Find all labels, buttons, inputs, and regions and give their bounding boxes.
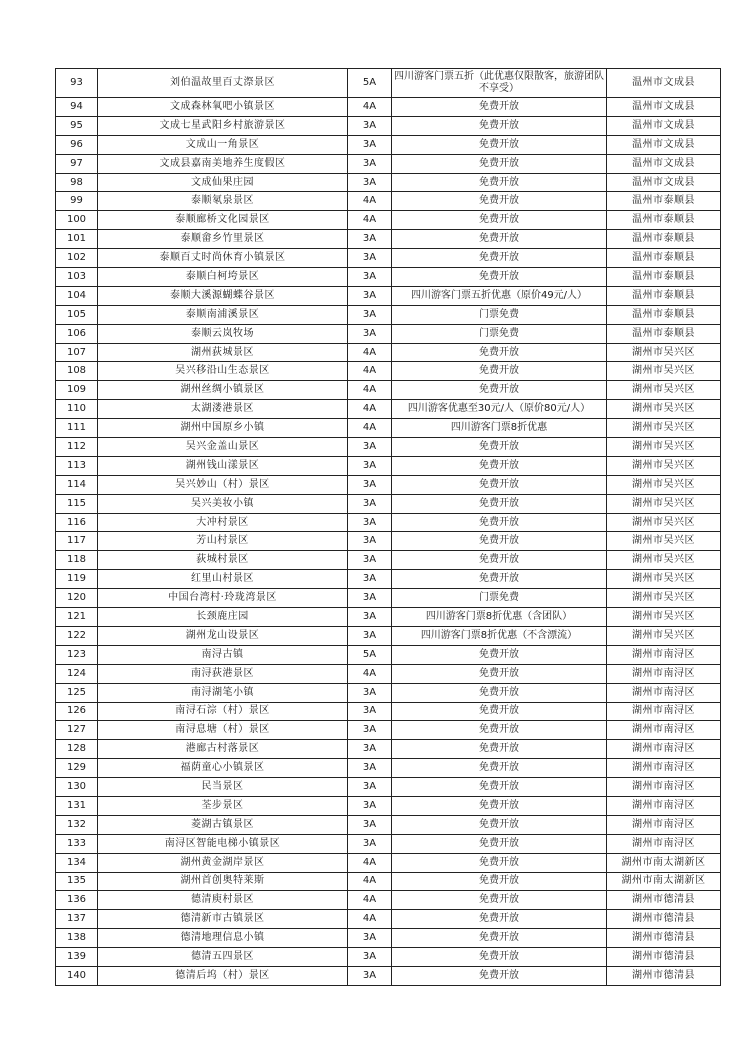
table-row: [56, 400, 721, 419]
scenic-area-level: 3A: [348, 456, 392, 475]
scenic-area-level: 3A: [348, 551, 392, 570]
scenic-area-level: 3A: [348, 305, 392, 324]
row-number: 94: [56, 98, 98, 117]
offer-policy: 免费开放: [392, 494, 607, 513]
offer-policy: 免费开放: [392, 948, 607, 967]
scenic-area-name: 泰顺云岚牧场: [98, 324, 348, 343]
table-row: [56, 532, 721, 551]
row-number: 136: [56, 891, 98, 910]
scenic-area-table: [55, 68, 721, 986]
offer-policy: 门票免费: [392, 589, 607, 608]
scenic-area-level: 3A: [348, 475, 392, 494]
region: 湖州市吴兴区: [607, 419, 721, 438]
region: 湖州市吴兴区: [607, 438, 721, 457]
scenic-area-level: 3A: [348, 494, 392, 513]
region: 温州市泰顺县: [607, 211, 721, 230]
scenic-area-level: 4A: [348, 211, 392, 230]
table-row: [56, 740, 721, 759]
scenic-area-level: 3A: [348, 173, 392, 192]
scenic-area-name: 吴兴美妆小镇: [98, 494, 348, 513]
offer-policy: 免费开放: [392, 834, 607, 853]
row-number: 125: [56, 683, 98, 702]
scenic-area-name: 湖州荻城景区: [98, 343, 348, 362]
scenic-area-level: 3A: [348, 815, 392, 834]
scenic-area-level: 3A: [348, 135, 392, 154]
region: 温州市文成县: [607, 98, 721, 117]
scenic-area-name: 红里山村景区: [98, 570, 348, 589]
scenic-area-level: 3A: [348, 759, 392, 778]
offer-policy: 免费开放: [392, 116, 607, 135]
offer-policy: 免费开放: [392, 778, 607, 797]
table-row: [56, 154, 721, 173]
row-number: 111: [56, 419, 98, 438]
scenic-area-level: 3A: [348, 230, 392, 249]
scenic-area-name: 菱湖古镇景区: [98, 815, 348, 834]
table-row: [56, 872, 721, 891]
row-number: 114: [56, 475, 98, 494]
region: 湖州市吴兴区: [607, 513, 721, 532]
offer-policy: 四川游客门票8折优惠（含团队）: [392, 608, 607, 627]
scenic-area-level: 3A: [348, 570, 392, 589]
scenic-area-name: 吴兴移沿山生态景区: [98, 362, 348, 381]
row-number: 102: [56, 249, 98, 268]
row-number: 95: [56, 116, 98, 135]
scenic-area-name: 湖州首创奥特莱斯: [98, 872, 348, 891]
region: 湖州市吴兴区: [607, 343, 721, 362]
scenic-area-level: 3A: [348, 116, 392, 135]
scenic-area-name: 泰顺南浦溪景区: [98, 305, 348, 324]
row-number: 97: [56, 154, 98, 173]
scenic-area-level: 3A: [348, 513, 392, 532]
offer-policy: 门票免费: [392, 324, 607, 343]
scenic-area-level: 4A: [348, 853, 392, 872]
row-number: 130: [56, 778, 98, 797]
row-number: 99: [56, 192, 98, 211]
offer-policy: 免费开放: [392, 173, 607, 192]
offer-policy: 免费开放: [392, 475, 607, 494]
scenic-area-level: 4A: [348, 381, 392, 400]
region: 温州市泰顺县: [607, 192, 721, 211]
scenic-area-level: 4A: [348, 419, 392, 438]
region: 湖州市南浔区: [607, 702, 721, 721]
table-row: [56, 116, 721, 135]
offer-policy: 免费开放: [392, 683, 607, 702]
table-row: [56, 910, 721, 929]
offer-policy: 免费开放: [392, 966, 607, 985]
scenic-area-level: 3A: [348, 929, 392, 948]
region: 湖州市吴兴区: [607, 570, 721, 589]
table-row: [56, 286, 721, 305]
row-number: 118: [56, 551, 98, 570]
scenic-area-level: 4A: [348, 872, 392, 891]
scenic-area-name: 文成山一角景区: [98, 135, 348, 154]
row-number: 112: [56, 438, 98, 457]
scenic-area-name: 德清五四景区: [98, 948, 348, 967]
scenic-area-level: 4A: [348, 192, 392, 211]
table-row: [56, 513, 721, 532]
row-number: 132: [56, 815, 98, 834]
table-row: [56, 249, 721, 268]
offer-policy: 四川游客门票8折优惠: [392, 419, 607, 438]
row-number: 108: [56, 362, 98, 381]
offer-policy: 免费开放: [392, 532, 607, 551]
table-row: [56, 419, 721, 438]
scenic-area-level: 3A: [348, 438, 392, 457]
offer-policy: 免费开放: [392, 551, 607, 570]
scenic-area-level: 4A: [348, 664, 392, 683]
scenic-area-level: 3A: [348, 966, 392, 985]
region: 温州市文成县: [607, 135, 721, 154]
scenic-area-level: 3A: [348, 796, 392, 815]
scenic-area-name: 荻城村景区: [98, 551, 348, 570]
offer-policy: 四川游客门票8折优惠（不含漂流）: [392, 626, 607, 645]
scenic-area-level: 3A: [348, 608, 392, 627]
row-number: 133: [56, 834, 98, 853]
row-number: 110: [56, 400, 98, 419]
row-number: 113: [56, 456, 98, 475]
region: 湖州市南浔区: [607, 834, 721, 853]
row-number: 131: [56, 796, 98, 815]
row-number: 121: [56, 608, 98, 627]
offer-policy: 免费开放: [392, 249, 607, 268]
scenic-area-name: 泰顺白柯垮景区: [98, 268, 348, 287]
offer-policy: 免费开放: [392, 929, 607, 948]
region: 湖州市吴兴区: [607, 381, 721, 400]
row-number: 93: [56, 69, 98, 98]
offer-policy: 免费开放: [392, 872, 607, 891]
region: 湖州市吴兴区: [607, 532, 721, 551]
table-row: [56, 891, 721, 910]
scenic-area-name: 刘伯温故里百丈漈景区: [98, 69, 348, 98]
offer-policy: 免费开放: [392, 456, 607, 475]
row-number: 135: [56, 872, 98, 891]
table-row: [56, 173, 721, 192]
scenic-area-level: 3A: [348, 626, 392, 645]
scenic-area-level: 4A: [348, 98, 392, 117]
region: 湖州市南浔区: [607, 815, 721, 834]
table-row: [56, 343, 721, 362]
region: 湖州市德清县: [607, 948, 721, 967]
scenic-area-name: 泰顺氡泉景区: [98, 192, 348, 211]
table-row: [56, 98, 721, 117]
table-row: [56, 759, 721, 778]
row-number: 126: [56, 702, 98, 721]
offer-policy: 免费开放: [392, 211, 607, 230]
scenic-area-name: 文成仙果庄园: [98, 173, 348, 192]
offer-policy: 免费开放: [392, 702, 607, 721]
scenic-area-level: 3A: [348, 702, 392, 721]
scenic-area-level: 3A: [348, 324, 392, 343]
region: 湖州市吴兴区: [607, 456, 721, 475]
row-number: 117: [56, 532, 98, 551]
row-number: 122: [56, 626, 98, 645]
table-row: [56, 551, 721, 570]
scenic-area-level: 3A: [348, 154, 392, 173]
scenic-area-name: 吴兴金盖山景区: [98, 438, 348, 457]
scenic-area-name: 文成县嘉南美地养生度假区: [98, 154, 348, 173]
scenic-area-name: 德清地理信息小镇: [98, 929, 348, 948]
scenic-area-name: 民当景区: [98, 778, 348, 797]
row-number: 120: [56, 589, 98, 608]
scenic-area-name: 太湖溇港景区: [98, 400, 348, 419]
offer-policy: 免费开放: [392, 891, 607, 910]
row-number: 128: [56, 740, 98, 759]
table-row: [56, 796, 721, 815]
scenic-area-level: 4A: [348, 362, 392, 381]
region: 湖州市吴兴区: [607, 362, 721, 381]
row-number: 127: [56, 721, 98, 740]
offer-policy: 免费开放: [392, 570, 607, 589]
scenic-area-level: 3A: [348, 683, 392, 702]
scenic-area-name: 南浔石淙（村）景区: [98, 702, 348, 721]
offer-policy: 免费开放: [392, 438, 607, 457]
region: 湖州市吴兴区: [607, 589, 721, 608]
row-number: 96: [56, 135, 98, 154]
offer-policy: 四川游客优惠至30元/人（原价80元/人）: [392, 400, 607, 419]
row-number: 119: [56, 570, 98, 589]
table-row: [56, 305, 721, 324]
scenic-area-name: 吴兴妙山（村）景区: [98, 475, 348, 494]
region: 温州市文成县: [607, 173, 721, 192]
scenic-area-level: 4A: [348, 891, 392, 910]
table-row: [56, 948, 721, 967]
row-number: 115: [56, 494, 98, 513]
table-row: [56, 324, 721, 343]
scenic-area-level: 3A: [348, 286, 392, 305]
region: 湖州市德清县: [607, 966, 721, 985]
offer-policy: 免费开放: [392, 513, 607, 532]
scenic-area-level: 4A: [348, 910, 392, 929]
region: 湖州市南浔区: [607, 740, 721, 759]
region: 温州市文成县: [607, 116, 721, 135]
row-number: 134: [56, 853, 98, 872]
scenic-area-level: 3A: [348, 589, 392, 608]
row-number: 129: [56, 759, 98, 778]
row-number: 123: [56, 645, 98, 664]
table-row: [56, 475, 721, 494]
offer-policy: 免费开放: [392, 759, 607, 778]
table-row: [56, 966, 721, 985]
table-row: [56, 778, 721, 797]
scenic-area-name: 中国台湾村·玲珑湾景区: [98, 589, 348, 608]
scenic-area-name: 泰顺廊桥文化园景区: [98, 211, 348, 230]
row-number: 109: [56, 381, 98, 400]
table-row: [56, 683, 721, 702]
region: 湖州市南浔区: [607, 759, 721, 778]
row-number: 124: [56, 664, 98, 683]
table-row: [56, 456, 721, 475]
table-row: [56, 192, 721, 211]
region: 湖州市吴兴区: [607, 400, 721, 419]
row-number: 103: [56, 268, 98, 287]
offer-policy: 免费开放: [392, 664, 607, 683]
table-row: [56, 608, 721, 627]
offer-policy: 免费开放: [392, 910, 607, 929]
scenic-area-name: 荃步景区: [98, 796, 348, 815]
region: 湖州市吴兴区: [607, 475, 721, 494]
region: 湖州市南浔区: [607, 796, 721, 815]
scenic-area-name: 长颈鹿庄园: [98, 608, 348, 627]
region: 湖州市南浔区: [607, 664, 721, 683]
scenic-area-name: 德清庾村景区: [98, 891, 348, 910]
row-number: 105: [56, 305, 98, 324]
region: 湖州市吴兴区: [607, 608, 721, 627]
scenic-area-name: 泰顺大溪源蝴蝶谷景区: [98, 286, 348, 305]
offer-policy: 免费开放: [392, 343, 607, 362]
scenic-area-level: 3A: [348, 948, 392, 967]
offer-policy: 免费开放: [392, 135, 607, 154]
table-row: [56, 570, 721, 589]
region: 温州市泰顺县: [607, 305, 721, 324]
scenic-area-name: 南浔湖笔小镇: [98, 683, 348, 702]
region: 湖州市南浔区: [607, 778, 721, 797]
table-row: [56, 853, 721, 872]
region: 湖州市吴兴区: [607, 494, 721, 513]
scenic-area-name: 泰顺畲乡竹里景区: [98, 230, 348, 249]
offer-policy: 四川游客门票五折（此优惠仅限散客，旅游团队不享受）: [392, 69, 607, 98]
scenic-area-name: 德清后坞（村）景区: [98, 966, 348, 985]
scenic-area-level: 5A: [348, 645, 392, 664]
row-number: 138: [56, 929, 98, 948]
row-number: 116: [56, 513, 98, 532]
offer-policy: 免费开放: [392, 381, 607, 400]
region: 湖州市德清县: [607, 910, 721, 929]
region: 温州市泰顺县: [607, 230, 721, 249]
table-row: [56, 268, 721, 287]
row-number: 137: [56, 910, 98, 929]
scenic-area-level: 3A: [348, 834, 392, 853]
region: 湖州市南浔区: [607, 645, 721, 664]
region: 湖州市南浔区: [607, 721, 721, 740]
scenic-area-level: 3A: [348, 268, 392, 287]
scenic-area-name: 南浔区智能电梯小镇景区: [98, 834, 348, 853]
scenic-area-name: 福荫童心小镇景区: [98, 759, 348, 778]
scenic-area-level: 3A: [348, 778, 392, 797]
table-row: [56, 589, 721, 608]
scenic-area-name: 芳山村景区: [98, 532, 348, 551]
table-row: [56, 211, 721, 230]
scenic-area-name: 湖州龙山设景区: [98, 626, 348, 645]
offer-policy: 免费开放: [392, 362, 607, 381]
table-row: [56, 626, 721, 645]
offer-policy: 免费开放: [392, 815, 607, 834]
scenic-area-name: 湖州钱山漾景区: [98, 456, 348, 475]
table-row: [56, 645, 721, 664]
row-number: 139: [56, 948, 98, 967]
region: 湖州市吴兴区: [607, 626, 721, 645]
offer-policy: 免费开放: [392, 192, 607, 211]
row-number: 106: [56, 324, 98, 343]
table-row: [56, 230, 721, 249]
row-number: 100: [56, 211, 98, 230]
table-row: [56, 834, 721, 853]
row-number: 101: [56, 230, 98, 249]
table-row: [56, 494, 721, 513]
region: 温州市泰顺县: [607, 249, 721, 268]
offer-policy: 免费开放: [392, 154, 607, 173]
table-row: [56, 381, 721, 400]
table-row: [56, 664, 721, 683]
region: 温州市泰顺县: [607, 286, 721, 305]
table-row: [56, 362, 721, 381]
scenic-area-name: 港廊古村落景区: [98, 740, 348, 759]
scenic-area-name: 南浔古镇: [98, 645, 348, 664]
scenic-area-level: 3A: [348, 740, 392, 759]
scenic-area-name: 南浔息塘（村）景区: [98, 721, 348, 740]
offer-policy: 门票免费: [392, 305, 607, 324]
scenic-area-level: 4A: [348, 400, 392, 419]
offer-policy: 免费开放: [392, 98, 607, 117]
region: 温州市泰顺县: [607, 324, 721, 343]
offer-policy: 免费开放: [392, 230, 607, 249]
offer-policy: 免费开放: [392, 721, 607, 740]
scenic-area-level: 3A: [348, 249, 392, 268]
scenic-area-level: 4A: [348, 343, 392, 362]
scenic-area-name: 泰顺百丈时尚休育小镇景区: [98, 249, 348, 268]
offer-policy: 免费开放: [392, 268, 607, 287]
table-row: [56, 438, 721, 457]
table-row: [56, 929, 721, 948]
region: 温州市文成县: [607, 69, 721, 98]
scenic-area-name: 德清新市古镇景区: [98, 910, 348, 929]
row-number: 98: [56, 173, 98, 192]
offer-policy: 免费开放: [392, 740, 607, 759]
row-number: 104: [56, 286, 98, 305]
row-number: 107: [56, 343, 98, 362]
scenic-area-name: 文成七星武阳乡村旅游景区: [98, 116, 348, 135]
row-number: 140: [56, 966, 98, 985]
region: 湖州市南太湖新区: [607, 853, 721, 872]
region: 温州市泰顺县: [607, 268, 721, 287]
table-row: [56, 815, 721, 834]
scenic-area-name: 湖州黄金湖岸景区: [98, 853, 348, 872]
offer-policy: 四川游客门票五折优惠（原价49元/人）: [392, 286, 607, 305]
region: 湖州市南浔区: [607, 683, 721, 702]
region: 湖州市南太湖新区: [607, 872, 721, 891]
table-row: [56, 135, 721, 154]
offer-policy: 免费开放: [392, 645, 607, 664]
region: 湖州市德清县: [607, 929, 721, 948]
scenic-area-name: 文成森林氧吧小镇景区: [98, 98, 348, 117]
scenic-area-name: 湖州丝绸小镇景区: [98, 381, 348, 400]
scenic-area-level: 5A: [348, 69, 392, 98]
scenic-area-name: 大冲村景区: [98, 513, 348, 532]
region: 湖州市吴兴区: [607, 551, 721, 570]
scenic-area-level: 3A: [348, 721, 392, 740]
offer-policy: 免费开放: [392, 796, 607, 815]
scenic-area-level: 3A: [348, 532, 392, 551]
region: 温州市文成县: [607, 154, 721, 173]
scenic-area-name: 湖州中国原乡小镇: [98, 419, 348, 438]
scenic-area-name: 南浔荻港景区: [98, 664, 348, 683]
region: 湖州市德清县: [607, 891, 721, 910]
table-row: [56, 69, 721, 98]
table-body: [56, 69, 721, 986]
table-row: [56, 721, 721, 740]
table-row: [56, 702, 721, 721]
offer-policy: 免费开放: [392, 853, 607, 872]
